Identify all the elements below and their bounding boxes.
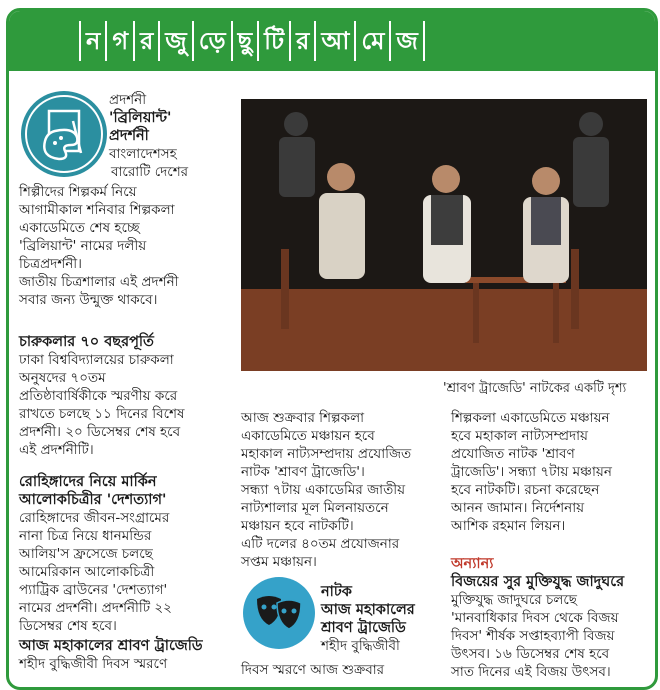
body-line: আলিয়'স ফ্রসেজে চলছে	[19, 546, 153, 562]
exhibition-line: প্রদর্শনী	[109, 92, 147, 108]
title-letter: জ	[389, 21, 424, 61]
body-line: আমেরিকান আলোকচিত্রী	[19, 564, 155, 580]
body-line: অনুষদের ৭০তম	[19, 370, 106, 386]
body-line: সন্ধ্যা ৭টায় একাডেমির জাতীয়	[241, 482, 406, 498]
body-line: 'মানবাধিকার দিবস থেকে বিজয়	[451, 610, 619, 626]
body-line: ঢাকা বিশ্ববিদ্যালয়ের চারুকলা	[19, 352, 174, 368]
victory-body	[451, 591, 651, 681]
body-line: নাট্যশালার মূল মিলনায়তনে	[241, 500, 389, 516]
photo-caption: 'শ্রাবণ ট্রাজেডি' নাটকের একটি দৃশ্য	[443, 381, 627, 396]
body-line: প্রতিষ্ঠাবার্ষিকীকে স্মরণীয় করে	[19, 388, 178, 404]
mahakal-body: শহীদ বুদ্ধিজীবী দিবস স্মরণে	[19, 656, 168, 672]
body-line: এটি দলের ৪০তম প্রযোজনার	[241, 536, 400, 552]
body-line: প্যাট্রিক ব্রাউনের 'দেশত্যাগ'	[19, 582, 168, 598]
rohingya-heading: রোহিঙ্গাদের নিয়ে মার্কিন	[19, 474, 157, 490]
mahakal-heading: আজ মহাকালের শ্রাবণ ট্রাজেডি	[19, 638, 203, 654]
natok-sub: শহীদ বুদ্ধিজীবী	[321, 638, 400, 654]
title-letter: আ	[314, 21, 354, 61]
title-letter: ছু	[231, 21, 258, 61]
body-line: মুক্তিযুদ্ধ জাদুঘরে চলছে	[451, 592, 577, 608]
palette-icon	[21, 91, 107, 177]
title-letter: র	[133, 21, 158, 61]
exhibition-heading: প্রদর্শনী	[109, 128, 149, 144]
natok-label: নাটক	[321, 584, 352, 600]
title-letter: ড়ে	[192, 21, 231, 61]
body-line: হবে নাটকটি। রচনা করেছেন	[451, 482, 600, 498]
body-line: হবে মহাকাল নাট্যসম্প্রদায়	[451, 428, 588, 444]
right-body	[451, 409, 651, 535]
section-title	[79, 21, 425, 61]
body-line: প্রযোজিত নাটক 'শ্রাবণ	[451, 446, 575, 462]
play-photo	[241, 99, 647, 371]
body-line: সবার জন্য উন্মুক্ত থাকবে।	[19, 292, 158, 308]
exhibition-body	[19, 183, 233, 309]
body-line: ডিসেম্বর শেষ হবে।	[19, 618, 117, 634]
news-panel	[6, 8, 658, 690]
other-label: অন্যান্য	[451, 556, 494, 572]
body-line: রাখতে চলছে ১১ দিনের বিশেষ	[19, 406, 185, 422]
body-line: আগামীকাল শনিবার শিল্পকলা	[19, 202, 175, 218]
middle-body	[241, 409, 437, 571]
title-letter: গ	[105, 21, 133, 61]
charukala-body	[19, 351, 233, 459]
title-letter: টি	[257, 21, 289, 61]
body-line: চিত্রপ্রদর্শনী।	[19, 256, 82, 272]
title-letter: মে	[354, 21, 389, 61]
body-line: একাডেমিতে মঞ্চায়ন হবে	[241, 428, 375, 444]
natok-heading: আজ মহাকালের	[321, 602, 415, 618]
body-line: প্রদর্শনী। ২০ ডিসেম্বর শেষ হবে	[19, 424, 181, 440]
body-line: এই প্রদর্শনীটি।	[19, 442, 94, 458]
victory-heading: বিজয়ের সুর মুক্তিযুদ্ধ জাদুঘরে	[451, 574, 625, 590]
body-line: মঞ্চায়ন হবে নাটকটি।	[241, 518, 354, 534]
body-line: ট্রাজেডি'। সন্ধ্যা ৭টায় মঞ্চায়ন	[451, 464, 612, 480]
theater-masks-icon	[243, 577, 315, 649]
body-line: নানা চিত্র নিয়ে ধানমন্ডির	[19, 528, 152, 544]
title-letter: র	[289, 21, 314, 61]
exhibition-line: বাংলাদেশসহ	[109, 146, 177, 162]
exhibition-heading: 'ব্রিলিয়ান্ট'	[109, 110, 172, 126]
body-line: আশিক রহমান লিয়ন।	[451, 518, 566, 534]
rohingya-body	[19, 509, 233, 635]
rohingya-heading: আলোকচিত্রীর 'দেশত্যাগ'	[19, 492, 167, 508]
body-line: আনন জামান। নির্দেশনায়	[451, 500, 585, 516]
body-line: শিল্পীদের শিল্পকর্ম নিয়ে	[19, 184, 137, 200]
natok-heading: শ্রাবণ ট্রাজেডি	[321, 620, 406, 636]
body-line: দিবস' শীর্ষক সপ্তাহব্যাপী বিজয়	[451, 628, 615, 644]
natok-tail: দিবস স্মরণে আজ শুক্রবার	[241, 662, 385, 678]
body-line: নাটক 'শ্রাবণ ট্রাজেডি'।	[241, 464, 365, 480]
body-line: রোহিঙ্গাদের জীবন-সংগ্রামের	[19, 510, 170, 526]
body-line: নামের প্রদর্শনী। প্রদর্শনীটি ২২	[19, 600, 172, 616]
body-line: একাডেমিতে শেষ হচ্ছে	[19, 220, 140, 236]
title-letter: জু	[158, 21, 191, 61]
title-letter: ন	[79, 21, 105, 61]
body-line: সপ্তম মঞ্চায়ন।	[241, 554, 317, 570]
body-line: জাতীয় চিত্রশালার এই প্রদর্শনী	[19, 274, 179, 290]
body-line: 'ব্রিলিয়ান্ট' নামের দলীয়	[19, 238, 147, 254]
body-line: সাত দিনের এই বিজয় উৎসব।	[451, 664, 611, 680]
section-header	[9, 11, 655, 71]
body-line: মহাকাল নাট্যসম্প্রদায় প্রযোজিত	[241, 446, 412, 462]
body-line: উৎসব। ১৬ ডিসেম্বর শেষ হবে	[451, 646, 610, 662]
body-line: শিল্পকলা একাডেমিতে মঞ্চায়ন	[451, 410, 610, 426]
charukala-heading: চারুকলার ৭০ বছরপূর্তি	[19, 334, 154, 350]
exhibition-line: বারোটি দেশের	[111, 164, 189, 180]
body-line: আজ শুক্রবার শিল্পকলা	[241, 410, 365, 426]
